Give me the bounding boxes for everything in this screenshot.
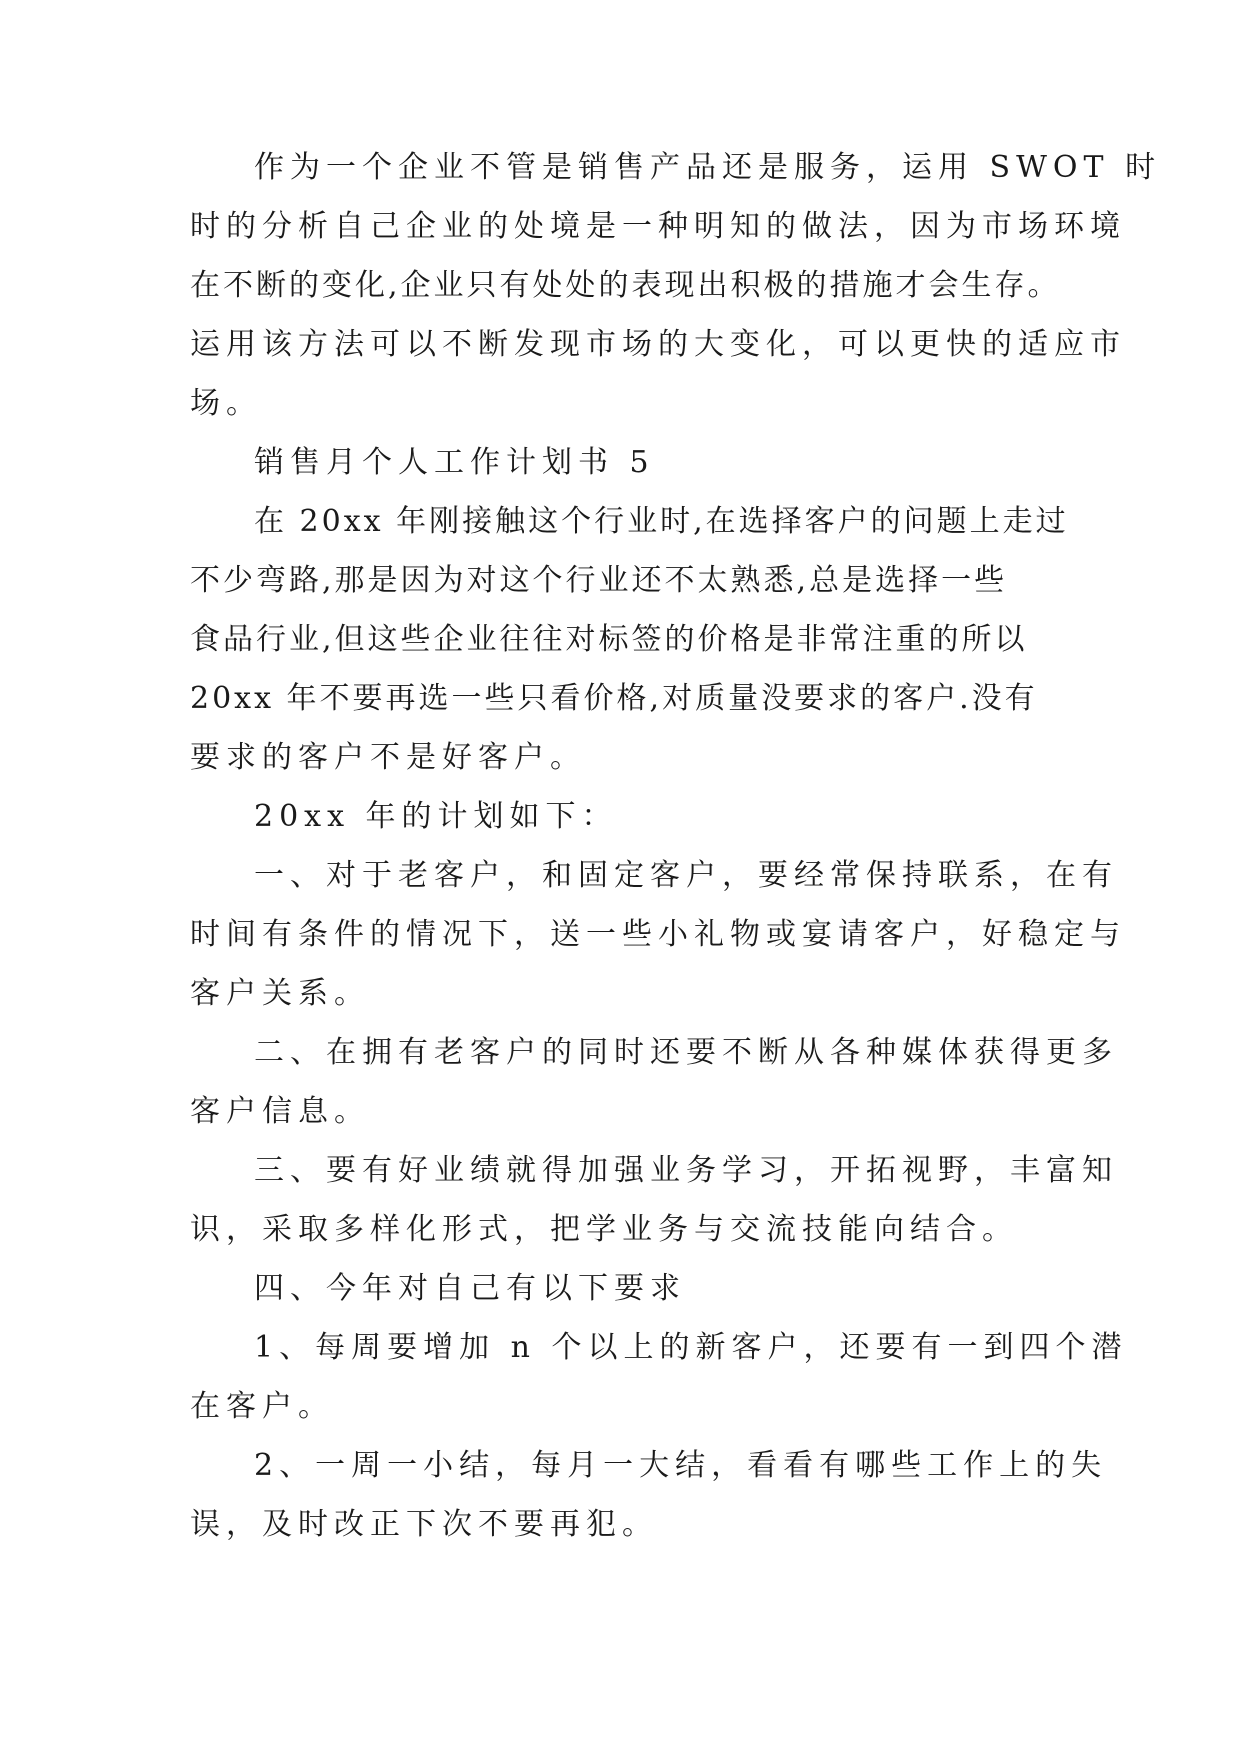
plan-item-1-line-1: 一、对于老客户，和固定客户，要经常保持联系，在有 [254,858,1118,893]
paragraph-swot-line-5: 场。 [190,386,262,421]
plan-item-3-line-2: 识，采取多样化形式，把学业务与交流技能向结合。 [190,1212,1018,1247]
requirement-2-line-2: 误，及时改正下次不要再犯。 [190,1507,658,1542]
plan-item-2-line-1: 二、在拥有老客户的同时还要不断从各种媒体获得更多 [254,1035,1118,1070]
paragraph-swot-line-2: 时的分析自己企业的处境是一种明知的做法，因为市场环境 [190,209,1126,244]
plan-item-4-heading: 四、今年对自己有以下要求 [254,1271,686,1306]
requirement-1-line-1: 1、每周要增加 n 个以上的新客户，还要有一到四个潜 [254,1330,1128,1365]
plan-item-1-line-3: 客户关系。 [190,976,370,1011]
requirement-1-line-2: 在客户。 [190,1389,334,1424]
section-heading: 销售月个人工作计划书 5 [254,445,655,480]
requirement-2-line-1: 2、一周一小结，每月一大结，看看有哪些工作上的失 [254,1448,1108,1483]
paragraph-intro-line-3: 食品行业,但这些企业往往对标签的价格是非常注重的所以 [190,622,1028,657]
paragraph-swot-line-4: 运用该方法可以不断发现市场的大变化，可以更快的适应市 [190,327,1126,362]
plan-item-2-line-2: 客户信息。 [190,1094,370,1129]
plan-item-1-line-2: 时间有条件的情况下，送一些小礼物或宴请客户，好稳定与 [190,917,1126,952]
plan-heading: 20xx 年的计划如下： [254,799,618,834]
document-body [190,150,1162,1568]
paragraph-intro-line-2: 不少弯路,那是因为对这个行业还不太熟悉,总是选择一些 [190,563,1008,598]
paragraph-intro-line-1: 在 20xx 年刚接触这个行业时,在选择客户的问题上走过 [254,504,1069,539]
paragraph-intro-line-4: 20xx 年不要再选一些只看价格,对质量没要求的客户.没有 [190,681,1038,716]
paragraph-swot-line-3: 在不断的变化,企业只有处处的表现出积极的措施才会生存。 [190,268,1061,303]
paragraph-intro-line-5: 要求的客户不是好客户。 [190,740,586,775]
plan-item-3-line-1: 三、要有好业绩就得加强业务学习，开拓视野，丰富知 [254,1153,1118,1188]
paragraph-swot-line-1: 作为一个企业不管是销售产品还是服务，运用 SWOT 时 [254,150,1162,185]
